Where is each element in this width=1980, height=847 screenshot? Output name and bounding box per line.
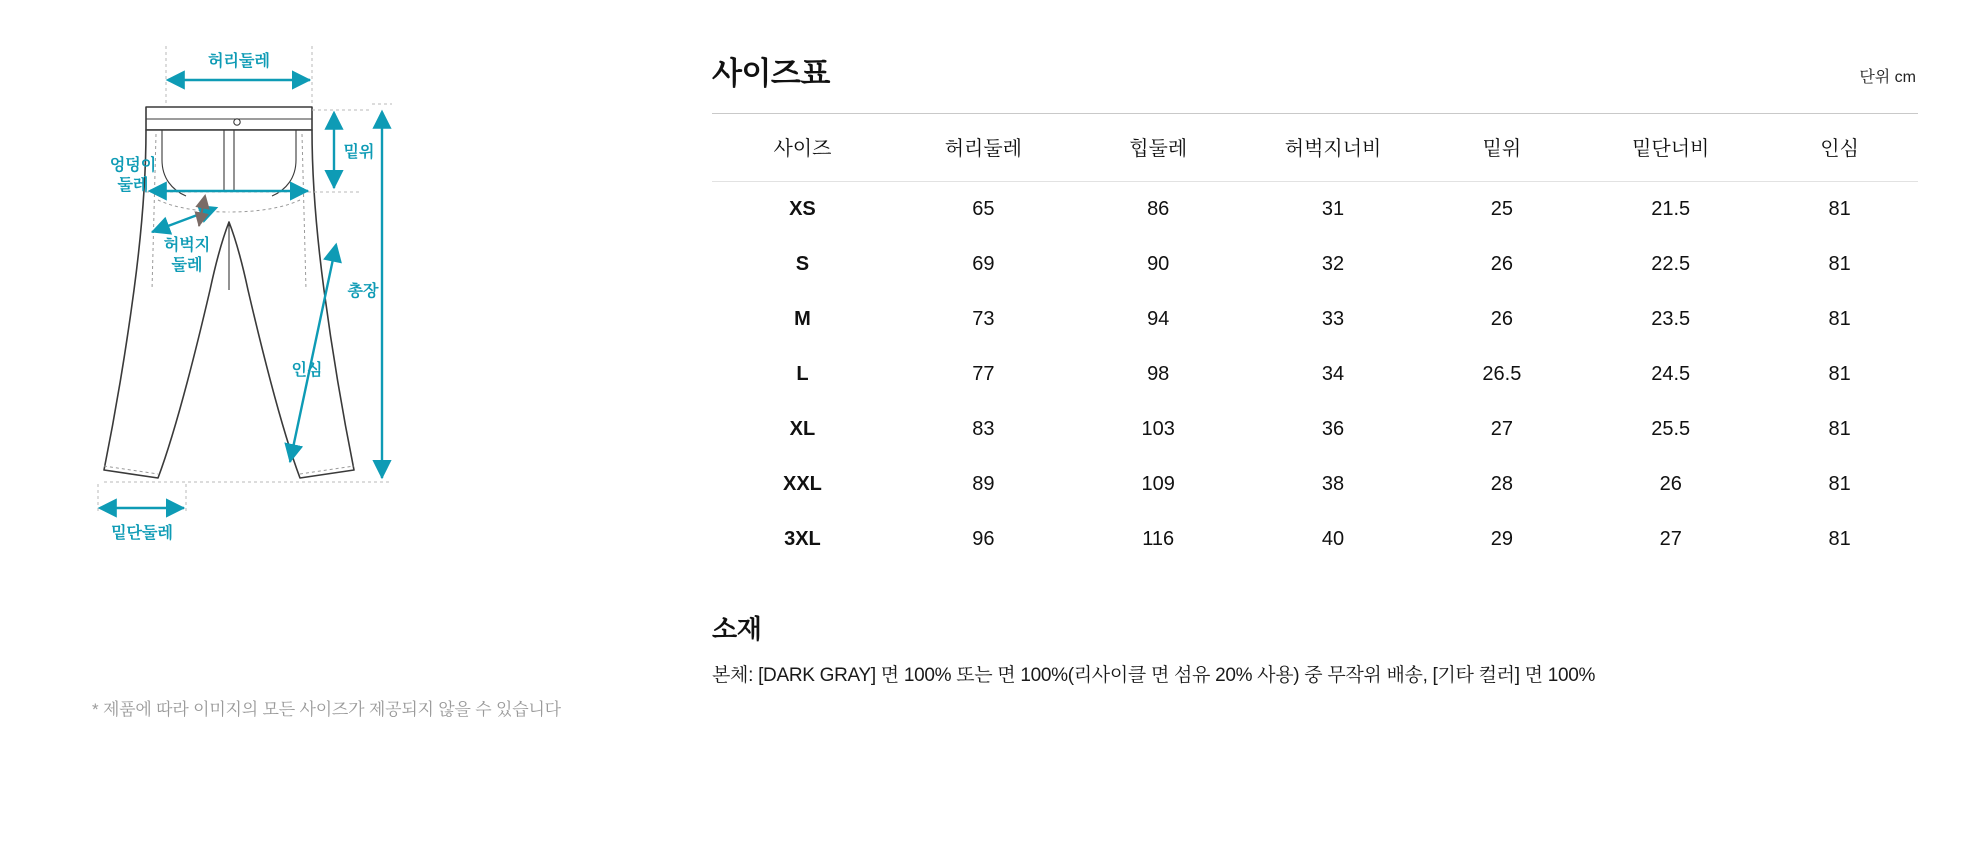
label-thigh-line1: 허벅지 [163, 237, 211, 254]
pants-measurement-diagram [0, 0, 700, 847]
label-hip-line1: 엉덩이 [109, 157, 157, 174]
cell-thigh: 34 [1321, 363, 1345, 385]
cell-rise: 26 [1490, 308, 1513, 330]
cell-waist: 96 [972, 528, 995, 550]
label-waist: 허리둘레 [208, 53, 270, 70]
cell-rise: 29 [1490, 528, 1513, 550]
material-section [712, 609, 1918, 687]
label-rise: 밑위 [343, 144, 375, 161]
cell-inseam: 81 [1828, 198, 1851, 220]
cell-thigh: 40 [1321, 528, 1345, 550]
cell-inseam: 81 [1828, 363, 1851, 385]
label-hip-line2: 둘레 [117, 177, 149, 194]
table-row [712, 182, 1918, 238]
col-header-rise: 밑위 [1424, 114, 1581, 182]
cell-size: M [794, 308, 811, 330]
cell-hip: 103 [1141, 418, 1175, 440]
cell-rise: 26 [1490, 253, 1513, 275]
cell-hip: 116 [1142, 528, 1175, 550]
cell-hip: 90 [1147, 253, 1170, 275]
label-thigh-line2: 둘레 [171, 257, 203, 274]
cell-hip: 86 [1147, 198, 1170, 220]
label-total-length: 총장 [347, 283, 379, 300]
diagram-disclaimer: * 제품에 따라 이미지의 모든 사이즈가 제공되지 않을 수 있습니다 [92, 700, 561, 719]
cell-size: XL [789, 418, 816, 440]
cell-waist: 77 [972, 363, 995, 385]
cell-size: XXL [782, 473, 822, 495]
cell-hem: 25.5 [1651, 418, 1691, 440]
cell-thigh: 38 [1321, 473, 1345, 495]
cell-hem: 26 [1659, 473, 1682, 495]
cell-waist: 65 [972, 198, 995, 220]
size-table [712, 113, 1918, 567]
cell-inseam: 81 [1828, 418, 1851, 440]
cell-thigh: 32 [1321, 253, 1345, 275]
cell-hem: 27 [1659, 528, 1682, 550]
col-header-inseam: 인심 [1761, 114, 1918, 182]
cell-size: L [796, 363, 809, 385]
cell-waist: 73 [972, 308, 995, 330]
cell-waist: 83 [972, 418, 995, 440]
col-header-waist: 허리둘레 [893, 114, 1074, 182]
table-row [712, 292, 1918, 347]
table-row [712, 512, 1918, 567]
label-inseam: 인심 [291, 362, 323, 379]
size-table-body [712, 182, 1918, 568]
material-description: 본체: [DARK GRAY] 면 100% 또는 면 100%(리사이클 면 섬유 20% 사용) 중 무작위 배송, [기타 컬러] 면 100% [712, 665, 1596, 686]
cell-rise: 28 [1490, 473, 1513, 495]
material-title: 소재 [712, 614, 762, 644]
cell-hem: 21.5 [1651, 198, 1691, 220]
cell-thigh: 31 [1321, 198, 1345, 220]
title-row [712, 48, 1918, 93]
cell-inseam: 81 [1828, 528, 1851, 550]
page-title: 사이즈표 [712, 56, 830, 91]
table-row [712, 457, 1918, 512]
cell-hem: 23.5 [1651, 308, 1691, 330]
cell-hem: 22.5 [1651, 253, 1691, 275]
cell-hip: 109 [1141, 473, 1175, 495]
table-row [712, 237, 1918, 292]
cell-hem: 24.5 [1651, 363, 1691, 385]
cell-rise: 25 [1490, 198, 1513, 220]
cell-inseam: 81 [1828, 253, 1851, 275]
cell-size: 3XL [784, 528, 821, 550]
cell-size: XS [789, 198, 816, 220]
col-header-thigh: 허벅지너비 [1243, 114, 1424, 182]
label-hem: 밑단둘레 [111, 525, 173, 542]
table-row [712, 402, 1918, 457]
cell-waist: 69 [972, 253, 995, 275]
cell-hip: 94 [1147, 308, 1170, 330]
col-header-size: 사이즈 [712, 114, 893, 182]
pants-diagram-svg [0, 0, 700, 700]
cell-hip: 98 [1147, 363, 1170, 385]
table-header-row [712, 114, 1918, 182]
cell-thigh: 36 [1321, 418, 1345, 440]
col-header-hip: 힙둘레 [1074, 114, 1243, 182]
cell-size: S [795, 253, 810, 275]
table-row [712, 347, 1918, 402]
cell-rise: 27 [1490, 418, 1513, 440]
size-table-panel [700, 0, 1980, 847]
cell-inseam: 81 [1828, 473, 1851, 495]
col-header-hem: 밑단너비 [1580, 114, 1761, 182]
cell-waist: 89 [972, 473, 995, 495]
cell-rise: 26.5 [1482, 363, 1522, 385]
cell-inseam: 81 [1828, 308, 1851, 330]
size-table-head [712, 114, 1918, 182]
cell-thigh: 33 [1321, 308, 1345, 330]
unit-label: 단위 cm [1859, 69, 1916, 86]
